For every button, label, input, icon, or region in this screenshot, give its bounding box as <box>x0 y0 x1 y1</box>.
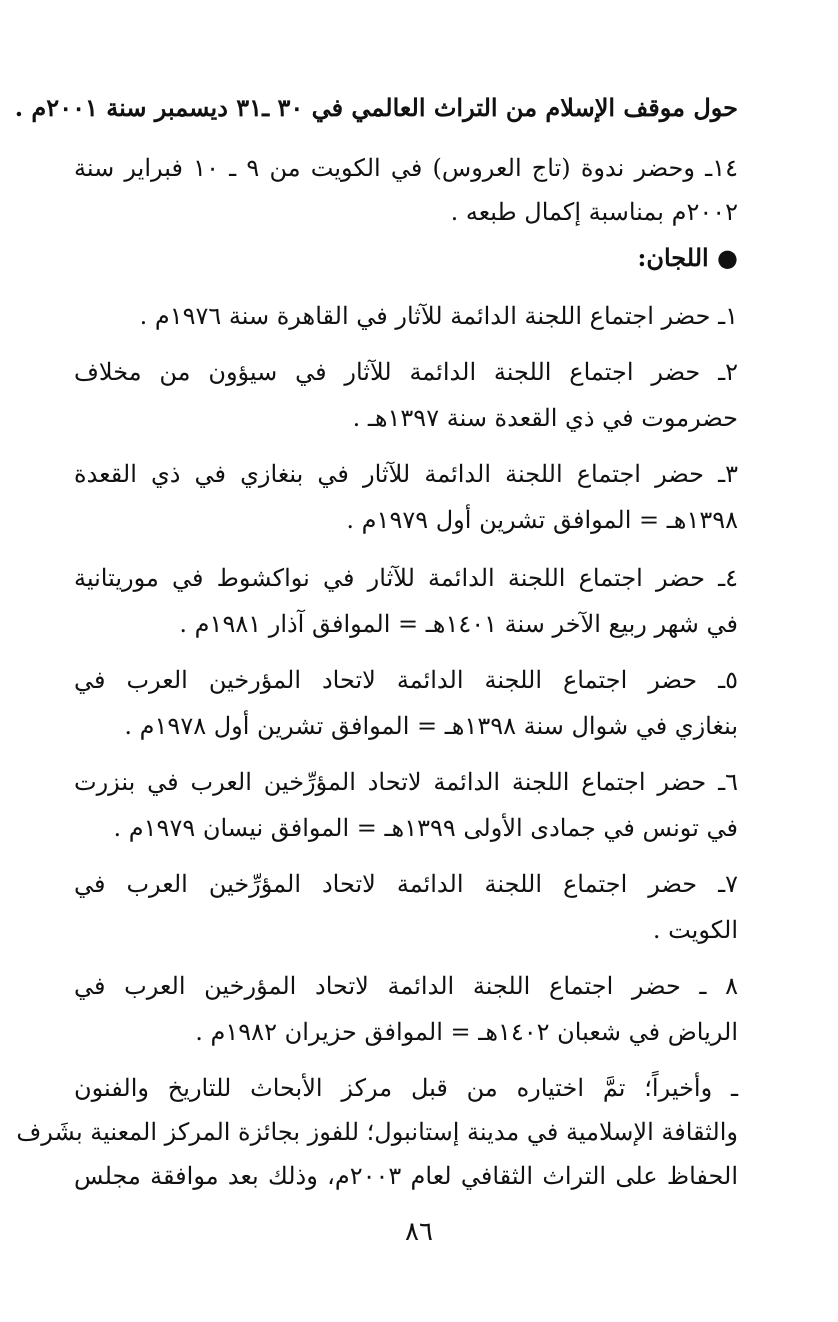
text-line: بنغازي في شوال سنة ١٣٩٨هـ = الموافق تشرين أول ١٩٧٨م . <box>124 712 738 740</box>
text-line: ٥ـ حضر اجتماع اللجنة الدائمة لاتحاد المؤرخين العرب في <box>74 666 738 694</box>
section-heading: ● اللجان: <box>637 243 738 272</box>
text-line: الكويت . <box>652 916 738 944</box>
text-line: ٢٠٠٢م بمناسبة إكمال طبعه . <box>450 198 738 226</box>
text-line: ٦ـ حضر اجتماع اللجنة الدائمة لاتحاد المؤرِّخين العرب في بنزرت <box>74 768 738 796</box>
text-line: ١ـ حضر اجتماع اللجنة الدائمة للآثار في القاهرة سنة ١٩٧٦م . <box>139 302 738 330</box>
text-line: ١٣٩٨هـ = الموافق تشرين أول ١٩٧٩م . <box>346 506 738 534</box>
text-line: في شهر ربيع الآخر سنة ١٤٠١هـ = الموافق آذار ١٩٨١م . <box>179 610 738 638</box>
text-line: والثقافة الإسلامية في مدينة إستانبول؛ للفوز بجائزة المركز المعنية بشَرف <box>16 1118 738 1146</box>
text-line: ـ وأخيراً؛ تمَّ اختياره من قبل مركز الأبحاث للتاريخ والفنون <box>74 1074 738 1102</box>
text-line: ٣ـ حضر اجتماع اللجنة الدائمة للآثار في بنغازي في ذي القعدة <box>74 460 738 488</box>
text-line: ٢ـ حضر اجتماع اللجنة الدائمة للآثار في سيؤون من مخلاف <box>74 358 739 386</box>
text-line: ٨ ـ حضر اجتماع اللجنة الدائمة لاتحاد المؤرخين العرب في <box>74 972 738 1000</box>
text-line: حول موقف الإسلام من التراث العالمي في ٣٠ ـ٣١ ديسمبر سنة ٢٠٠١م . <box>14 93 738 122</box>
text-line: في تونس في جمادى الأولى ١٣٩٩هـ = الموافق نيسان ١٩٧٩م . <box>113 814 738 842</box>
text-line: ٤ـ حضر اجتماع اللجنة الدائمة للآثار في نواكشوط في موريتانية <box>74 564 738 592</box>
page-number: ٨٦ <box>405 1217 433 1247</box>
text-line: الرياض في شعبان ١٤٠٢هـ = الموافق حزيران ١٩٨٢م . <box>195 1018 738 1046</box>
text-line: الحفاظ على التراث الثقافي لعام ٢٠٠٣م، وذلك بعد موافقة مجلس <box>74 1162 738 1190</box>
text-line: حضرموت في ذي القعدة سنة ١٣٩٧هـ . <box>352 404 738 432</box>
text-line: ١٤ـ وحضر ندوة (تاج العروس) في الكويت من ٩ ـ ١٠ فبراير سنة <box>74 154 738 182</box>
text-line: ٧ـ حضر اجتماع اللجنة الدائمة لاتحاد المؤرِّخين العرب في <box>74 870 738 898</box>
